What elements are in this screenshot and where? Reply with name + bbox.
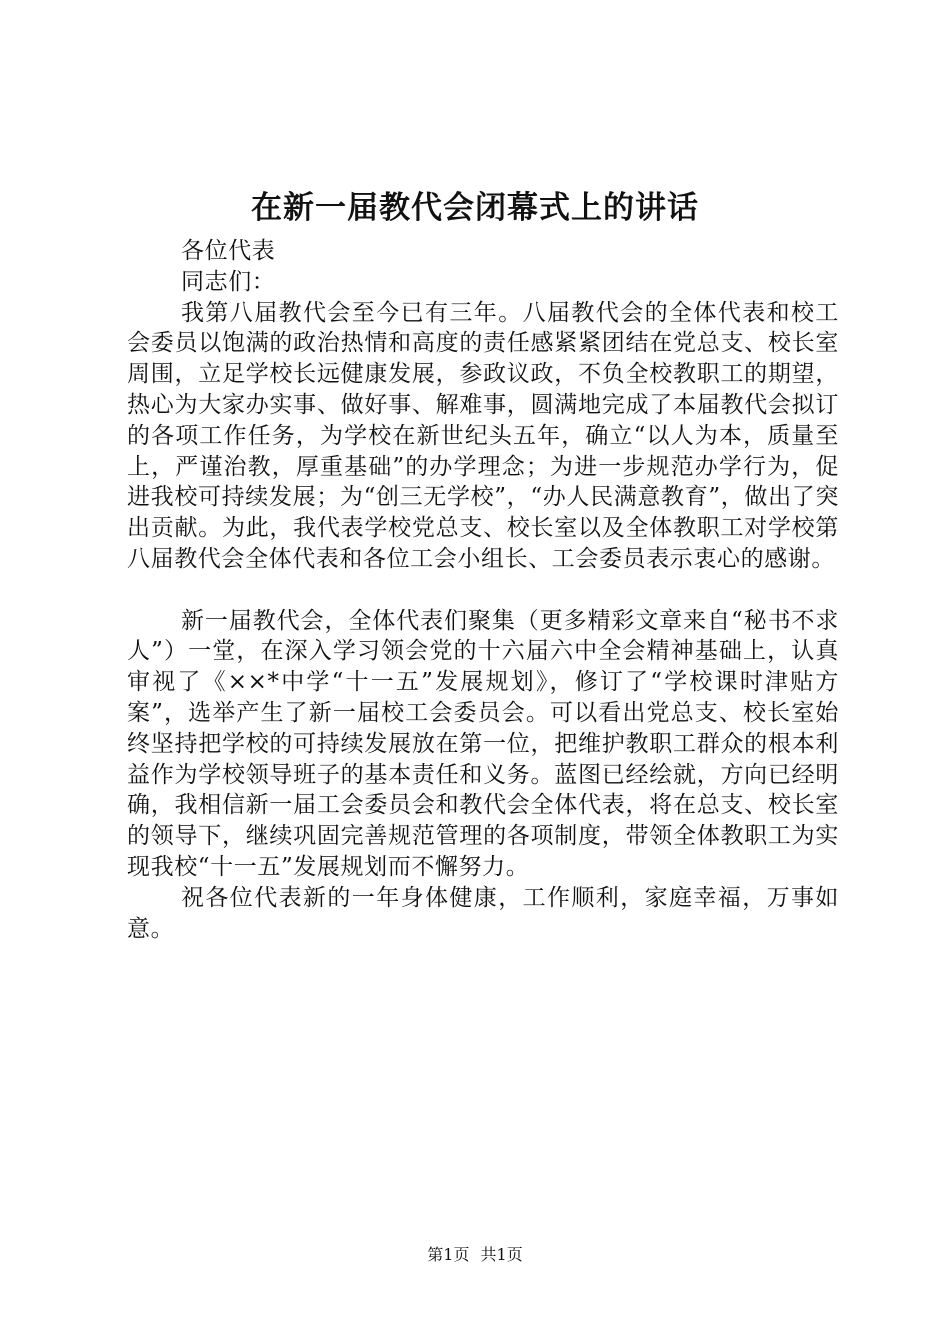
document-body — [127, 236, 839, 944]
paragraph-3: 祝各位代表新的一年身体健康，工作顺利，家庭幸福，万事如意。 — [127, 884, 839, 942]
salutation-representatives: 各位代表 — [181, 238, 276, 264]
document-title: 在新一届教代会闭幕式上的讲话 — [251, 190, 699, 226]
paragraph-1: 我第八届教代会至今已有三年。八届教代会的全体代表和校工会委员以饱满的政治热情和高度的责任感紧紧团结在党总支、校长室周围，立足学校长远健康发展，参政议政，不负全校教职工的期望，热心为大家办实事、做好事、解难事，圆满地完成了本届教代会拟订的各项工作任务，为学校在新世纪头五年，确立“以人为本，质量至上，严谨治教，厚重基础”的办学理念；为进一步规范办学行为，促进我校可持续发展；为“创三无学校”，“办人民满意教育”，做出了突出贡献。为此，我代表学校党总支、校长室以及全体教职工对学校第八届教代会全体代表和各位工会小组长、工会委员表示衷心的感谢。 — [127, 299, 839, 572]
paragraph-2: 新一届教代会，全体代表们聚集（更多精彩文章来自“秘书不求人”）一堂，在深入学习领会党的十六届六中全会精神基础上，认真审视了《××*中学“十一五”发展规划》，修订了“学校课时津贴方案”，选举产生了新一届校工会委员会。可以看出党总支、校长室始终坚持把学校的可持续发展放在第一位，把维护教职工群众的根本利益作为学校领导班子的基本责任和义务。蓝图已经绘就，方向已经明确，我相信新一届工会委员会和教代会全体代表，将在总支、校长室的领导下，继续巩固完善规范管理的各项制度，带领全体教职工为实现我校“十一五”发展规划而不懈努力。 — [127, 607, 839, 880]
page-total: 共1页 — [480, 1245, 523, 1264]
page-number: 第1页 — [427, 1245, 470, 1264]
salutation-comrades: 同志们： — [181, 268, 276, 295]
page-footer — [0, 1245, 950, 1265]
